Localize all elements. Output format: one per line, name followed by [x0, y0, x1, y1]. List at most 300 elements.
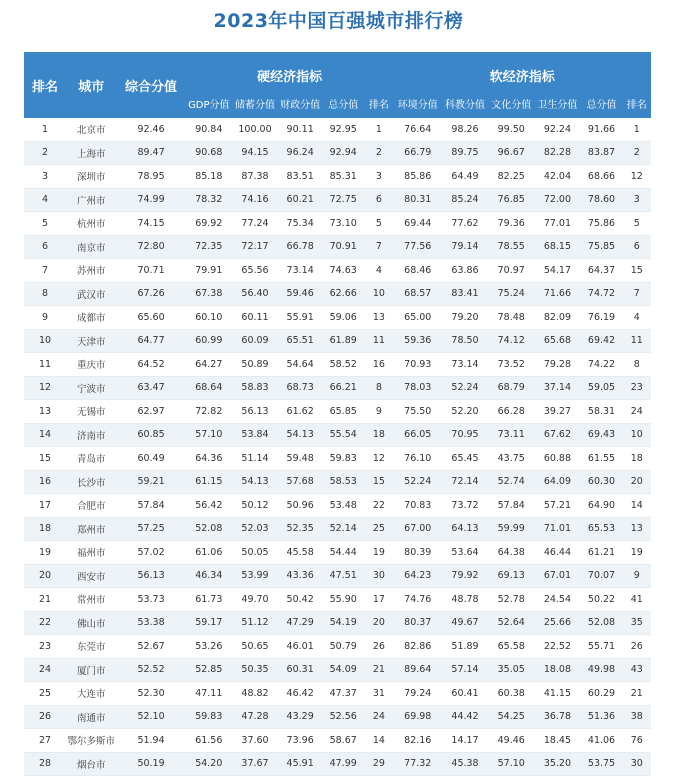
education-score-cell: 65.45: [442, 447, 488, 471]
fiscal-score-cell: 43.36: [278, 564, 322, 588]
culture-score-cell: 43.75: [488, 447, 534, 471]
environment-score-cell: 74.76: [394, 588, 442, 612]
hard-total-cell: 59.83: [322, 447, 364, 471]
soft-rank-cell: 38: [623, 705, 651, 729]
header-rank: 排名: [24, 52, 66, 118]
header-hard-economy-group: 硬经济指标: [186, 52, 394, 88]
header-education-score: 科教分值: [442, 88, 488, 118]
soft-total-cell: 70.07: [581, 564, 623, 588]
rank-cell: 20: [24, 564, 66, 588]
table-row: [24, 541, 651, 565]
composite-score-cell: 60.85: [116, 423, 185, 447]
culture-score-cell: 70.97: [488, 259, 534, 283]
soft-total-cell: 64.37: [581, 259, 623, 283]
hard-total-cell: 72.75: [322, 188, 364, 212]
hard-total-cell: 58.53: [322, 470, 364, 494]
soft-rank-cell: 41: [623, 588, 651, 612]
table-row: [24, 423, 651, 447]
table-row: [24, 235, 651, 259]
gdp-score-cell: 52.85: [186, 658, 232, 682]
soft-rank-cell: 11: [623, 329, 651, 353]
rank-cell: 25: [24, 682, 66, 706]
hard-rank-cell: 19: [364, 541, 393, 565]
environment-score-cell: 76.64: [394, 118, 442, 141]
culture-score-cell: 52.74: [488, 470, 534, 494]
city-cell: 杭州市: [66, 212, 116, 236]
fiscal-score-cell: 90.11: [278, 118, 322, 141]
soft-rank-cell: 76: [623, 729, 651, 753]
soft-total-cell: 61.21: [581, 541, 623, 565]
soft-total-cell: 61.55: [581, 447, 623, 471]
city-cell: 大连市: [66, 682, 116, 706]
city-cell: 青岛市: [66, 447, 116, 471]
hard-total-cell: 50.79: [322, 635, 364, 659]
soft-rank-cell: 6: [623, 235, 651, 259]
rank-cell: 14: [24, 423, 66, 447]
city-cell: 无锡市: [66, 400, 116, 424]
soft-rank-cell: 3: [623, 188, 651, 212]
city-cell: 重庆市: [66, 353, 116, 377]
culture-score-cell: 49.46: [488, 729, 534, 753]
environment-score-cell: 80.37: [394, 611, 442, 635]
savings-score-cell: 50.05: [232, 541, 278, 565]
savings-score-cell: 74.16: [232, 188, 278, 212]
education-score-cell: 77.62: [442, 212, 488, 236]
soft-total-cell: 49.98: [581, 658, 623, 682]
gdp-score-cell: 78.32: [186, 188, 232, 212]
header-hard-total-score: 总分值: [322, 88, 364, 118]
gdp-score-cell: 67.38: [186, 282, 232, 306]
header-soft-total-score: 总分值: [581, 88, 623, 118]
soft-total-cell: 69.43: [581, 423, 623, 447]
fiscal-score-cell: 46.42: [278, 682, 322, 706]
culture-score-cell: 74.12: [488, 329, 534, 353]
gdp-score-cell: 47.11: [186, 682, 232, 706]
health-score-cell: 82.28: [534, 141, 580, 165]
education-score-cell: 49.67: [442, 611, 488, 635]
health-score-cell: 22.52: [534, 635, 580, 659]
hard-total-cell: 58.52: [322, 353, 364, 377]
rank-cell: 11: [24, 353, 66, 377]
savings-score-cell: 60.11: [232, 306, 278, 330]
education-score-cell: 53.64: [442, 541, 488, 565]
hard-rank-cell: 12: [364, 447, 393, 471]
hard-total-cell: 54.44: [322, 541, 364, 565]
hard-rank-cell: 22: [364, 494, 393, 518]
health-score-cell: 60.88: [534, 447, 580, 471]
culture-score-cell: 82.25: [488, 165, 534, 189]
rank-cell: 27: [24, 729, 66, 753]
soft-total-cell: 55.71: [581, 635, 623, 659]
education-score-cell: 64.49: [442, 165, 488, 189]
hard-rank-cell: 8: [364, 376, 393, 400]
education-score-cell: 98.26: [442, 118, 488, 141]
fiscal-score-cell: 61.62: [278, 400, 322, 424]
rank-cell: 4: [24, 188, 66, 212]
table-row: [24, 141, 651, 165]
health-score-cell: 25.66: [534, 611, 580, 635]
environment-score-cell: 52.24: [394, 470, 442, 494]
hard-rank-cell: 2: [364, 141, 393, 165]
health-score-cell: 37.14: [534, 376, 580, 400]
soft-total-cell: 60.30: [581, 470, 623, 494]
soft-total-cell: 53.75: [581, 752, 623, 776]
hard-rank-cell: 3: [364, 165, 393, 189]
table-row: [24, 188, 651, 212]
culture-score-cell: 54.25: [488, 705, 534, 729]
savings-score-cell: 48.82: [232, 682, 278, 706]
health-score-cell: 64.09: [534, 470, 580, 494]
environment-score-cell: 59.36: [394, 329, 442, 353]
hard-total-cell: 53.48: [322, 494, 364, 518]
rank-cell: 17: [24, 494, 66, 518]
fiscal-score-cell: 55.91: [278, 306, 322, 330]
soft-total-cell: 64.90: [581, 494, 623, 518]
soft-rank-cell: 18: [623, 447, 651, 471]
fiscal-score-cell: 59.46: [278, 282, 322, 306]
hard-total-cell: 61.89: [322, 329, 364, 353]
hard-rank-cell: 30: [364, 564, 393, 588]
fiscal-score-cell: 73.14: [278, 259, 322, 283]
hard-total-cell: 74.63: [322, 259, 364, 283]
table-row: [24, 682, 651, 706]
composite-score-cell: 57.25: [116, 517, 185, 541]
savings-score-cell: 53.84: [232, 423, 278, 447]
city-cell: 烟台市: [66, 752, 116, 776]
environment-score-cell: 85.86: [394, 165, 442, 189]
soft-total-cell: 51.36: [581, 705, 623, 729]
education-score-cell: 72.14: [442, 470, 488, 494]
header-composite-score: 综合分值: [116, 52, 185, 118]
table-row: [24, 752, 651, 776]
hard-total-cell: 92.94: [322, 141, 364, 165]
composite-score-cell: 92.46: [116, 118, 185, 141]
gdp-score-cell: 56.42: [186, 494, 232, 518]
city-cell: 苏州市: [66, 259, 116, 283]
hard-rank-cell: 25: [364, 517, 393, 541]
culture-score-cell: 57.10: [488, 752, 534, 776]
soft-rank-cell: 21: [623, 682, 651, 706]
gdp-score-cell: 57.10: [186, 423, 232, 447]
composite-score-cell: 63.47: [116, 376, 185, 400]
header-culture-score: 文化分值: [488, 88, 534, 118]
gdp-score-cell: 64.36: [186, 447, 232, 471]
soft-rank-cell: 19: [623, 541, 651, 565]
hard-rank-cell: 24: [364, 705, 393, 729]
fiscal-score-cell: 54.13: [278, 423, 322, 447]
gdp-score-cell: 52.08: [186, 517, 232, 541]
gdp-score-cell: 79.91: [186, 259, 232, 283]
soft-total-cell: 76.19: [581, 306, 623, 330]
savings-score-cell: 60.09: [232, 329, 278, 353]
culture-score-cell: 35.05: [488, 658, 534, 682]
education-score-cell: 51.89: [442, 635, 488, 659]
composite-score-cell: 74.15: [116, 212, 185, 236]
fiscal-score-cell: 60.31: [278, 658, 322, 682]
city-cell: 西安市: [66, 564, 116, 588]
culture-score-cell: 78.55: [488, 235, 534, 259]
city-cell: 武汉市: [66, 282, 116, 306]
hard-total-cell: 58.67: [322, 729, 364, 753]
table-row: [24, 588, 651, 612]
composite-score-cell: 70.71: [116, 259, 185, 283]
city-ranking-table: [24, 52, 651, 776]
gdp-score-cell: 68.64: [186, 376, 232, 400]
environment-score-cell: 70.83: [394, 494, 442, 518]
rank-cell: 15: [24, 447, 66, 471]
soft-rank-cell: 43: [623, 658, 651, 682]
composite-score-cell: 52.67: [116, 635, 185, 659]
soft-total-cell: 69.42: [581, 329, 623, 353]
rank-cell: 9: [24, 306, 66, 330]
hard-rank-cell: 9: [364, 400, 393, 424]
rank-cell: 1: [24, 118, 66, 141]
health-score-cell: 41.15: [534, 682, 580, 706]
environment-score-cell: 82.86: [394, 635, 442, 659]
soft-rank-cell: 2: [623, 141, 651, 165]
table-row: [24, 353, 651, 377]
health-score-cell: 24.54: [534, 588, 580, 612]
table-row: [24, 212, 651, 236]
soft-rank-cell: 14: [623, 494, 651, 518]
rank-cell: 16: [24, 470, 66, 494]
soft-total-cell: 52.08: [581, 611, 623, 635]
environment-score-cell: 80.31: [394, 188, 442, 212]
culture-score-cell: 73.52: [488, 353, 534, 377]
hard-rank-cell: 20: [364, 611, 393, 635]
hard-rank-cell: 5: [364, 212, 393, 236]
gdp-score-cell: 60.10: [186, 306, 232, 330]
city-cell: 长沙市: [66, 470, 116, 494]
composite-score-cell: 53.38: [116, 611, 185, 635]
health-score-cell: 39.27: [534, 400, 580, 424]
rank-cell: 7: [24, 259, 66, 283]
culture-score-cell: 76.85: [488, 188, 534, 212]
city-cell: 济南市: [66, 423, 116, 447]
education-score-cell: 48.78: [442, 588, 488, 612]
savings-score-cell: 49.70: [232, 588, 278, 612]
health-score-cell: 77.01: [534, 212, 580, 236]
health-score-cell: 42.04: [534, 165, 580, 189]
table-row: [24, 611, 651, 635]
composite-score-cell: 50.19: [116, 752, 185, 776]
soft-rank-cell: 1: [623, 118, 651, 141]
soft-rank-cell: 23: [623, 376, 651, 400]
savings-score-cell: 77.24: [232, 212, 278, 236]
fiscal-score-cell: 83.51: [278, 165, 322, 189]
savings-score-cell: 37.60: [232, 729, 278, 753]
hard-total-cell: 65.85: [322, 400, 364, 424]
education-score-cell: 44.42: [442, 705, 488, 729]
gdp-score-cell: 64.27: [186, 353, 232, 377]
health-score-cell: 67.62: [534, 423, 580, 447]
table-row: [24, 470, 651, 494]
savings-score-cell: 72.17: [232, 235, 278, 259]
table-row: [24, 705, 651, 729]
savings-score-cell: 50.89: [232, 353, 278, 377]
soft-rank-cell: 15: [623, 259, 651, 283]
city-cell: 福州市: [66, 541, 116, 565]
composite-score-cell: 62.97: [116, 400, 185, 424]
education-score-cell: 52.24: [442, 376, 488, 400]
fiscal-score-cell: 65.51: [278, 329, 322, 353]
environment-score-cell: 66.05: [394, 423, 442, 447]
fiscal-score-cell: 52.35: [278, 517, 322, 541]
education-score-cell: 78.50: [442, 329, 488, 353]
composite-score-cell: 78.95: [116, 165, 185, 189]
gdp-score-cell: 61.73: [186, 588, 232, 612]
hard-total-cell: 47.51: [322, 564, 364, 588]
savings-score-cell: 56.40: [232, 282, 278, 306]
culture-score-cell: 64.38: [488, 541, 534, 565]
hard-rank-cell: 15: [364, 470, 393, 494]
table-row: [24, 329, 651, 353]
fiscal-score-cell: 46.01: [278, 635, 322, 659]
gdp-score-cell: 61.56: [186, 729, 232, 753]
composite-score-cell: 59.21: [116, 470, 185, 494]
gdp-score-cell: 61.15: [186, 470, 232, 494]
header-hard-rank: 排名: [364, 88, 393, 118]
education-score-cell: 85.24: [442, 188, 488, 212]
fiscal-score-cell: 59.48: [278, 447, 322, 471]
environment-score-cell: 79.24: [394, 682, 442, 706]
hard-total-cell: 85.31: [322, 165, 364, 189]
rank-cell: 6: [24, 235, 66, 259]
rank-cell: 13: [24, 400, 66, 424]
environment-score-cell: 77.32: [394, 752, 442, 776]
soft-rank-cell: 13: [623, 517, 651, 541]
table-row: [24, 729, 651, 753]
hard-rank-cell: 6: [364, 188, 393, 212]
composite-score-cell: 89.47: [116, 141, 185, 165]
culture-score-cell: 78.48: [488, 306, 534, 330]
gdp-score-cell: 90.84: [186, 118, 232, 141]
gdp-score-cell: 59.17: [186, 611, 232, 635]
hard-total-cell: 59.06: [322, 306, 364, 330]
soft-total-cell: 65.53: [581, 517, 623, 541]
hard-total-cell: 70.91: [322, 235, 364, 259]
environment-score-cell: 66.79: [394, 141, 442, 165]
composite-score-cell: 64.77: [116, 329, 185, 353]
hard-rank-cell: 4: [364, 259, 393, 283]
savings-score-cell: 50.12: [232, 494, 278, 518]
composite-score-cell: 53.73: [116, 588, 185, 612]
rank-cell: 19: [24, 541, 66, 565]
soft-total-cell: 74.72: [581, 282, 623, 306]
health-score-cell: 82.09: [534, 306, 580, 330]
education-score-cell: 79.14: [442, 235, 488, 259]
city-cell: 厦门市: [66, 658, 116, 682]
hard-rank-cell: 1: [364, 118, 393, 141]
city-cell: 宁波市: [66, 376, 116, 400]
savings-score-cell: 65.56: [232, 259, 278, 283]
city-cell: 深圳市: [66, 165, 116, 189]
health-score-cell: 36.78: [534, 705, 580, 729]
environment-score-cell: 82.16: [394, 729, 442, 753]
soft-rank-cell: 10: [623, 423, 651, 447]
city-cell: 南通市: [66, 705, 116, 729]
soft-total-cell: 59.05: [581, 376, 623, 400]
environment-score-cell: 70.93: [394, 353, 442, 377]
health-score-cell: 67.01: [534, 564, 580, 588]
table-row: [24, 658, 651, 682]
table-row: [24, 517, 651, 541]
environment-score-cell: 89.64: [394, 658, 442, 682]
health-score-cell: 92.24: [534, 118, 580, 141]
education-score-cell: 70.95: [442, 423, 488, 447]
education-score-cell: 89.75: [442, 141, 488, 165]
fiscal-score-cell: 47.29: [278, 611, 322, 635]
table-body: [24, 118, 651, 776]
savings-score-cell: 50.35: [232, 658, 278, 682]
table-row: [24, 282, 651, 306]
rank-cell: 3: [24, 165, 66, 189]
education-score-cell: 60.41: [442, 682, 488, 706]
gdp-score-cell: 61.06: [186, 541, 232, 565]
city-cell: 广州市: [66, 188, 116, 212]
gdp-score-cell: 72.82: [186, 400, 232, 424]
education-score-cell: 73.14: [442, 353, 488, 377]
table-row: [24, 494, 651, 518]
hard-rank-cell: 17: [364, 588, 393, 612]
city-cell: 北京市: [66, 118, 116, 141]
hard-total-cell: 52.14: [322, 517, 364, 541]
city-cell: 常州市: [66, 588, 116, 612]
city-cell: 成都市: [66, 306, 116, 330]
environment-score-cell: 80.39: [394, 541, 442, 565]
soft-rank-cell: 7: [623, 282, 651, 306]
header-savings-score: 储蓄分值: [232, 88, 278, 118]
city-cell: 南京市: [66, 235, 116, 259]
culture-score-cell: 65.58: [488, 635, 534, 659]
hard-rank-cell: 7: [364, 235, 393, 259]
composite-score-cell: 52.52: [116, 658, 185, 682]
culture-score-cell: 52.78: [488, 588, 534, 612]
soft-rank-cell: 8: [623, 353, 651, 377]
soft-total-cell: 83.87: [581, 141, 623, 165]
culture-score-cell: 69.13: [488, 564, 534, 588]
environment-score-cell: 67.00: [394, 517, 442, 541]
education-score-cell: 14.17: [442, 729, 488, 753]
culture-score-cell: 57.84: [488, 494, 534, 518]
composite-score-cell: 65.60: [116, 306, 185, 330]
environment-score-cell: 68.46: [394, 259, 442, 283]
hard-rank-cell: 16: [364, 353, 393, 377]
fiscal-score-cell: 66.78: [278, 235, 322, 259]
gdp-score-cell: 72.35: [186, 235, 232, 259]
fiscal-score-cell: 73.96: [278, 729, 322, 753]
culture-score-cell: 68.79: [488, 376, 534, 400]
soft-rank-cell: 35: [623, 611, 651, 635]
header-soft-economy-group: 软经济指标: [394, 52, 651, 88]
soft-rank-cell: 30: [623, 752, 651, 776]
hard-total-cell: 54.19: [322, 611, 364, 635]
rank-cell: 18: [24, 517, 66, 541]
savings-score-cell: 53.99: [232, 564, 278, 588]
rank-cell: 23: [24, 635, 66, 659]
hard-rank-cell: 14: [364, 729, 393, 753]
health-score-cell: 79.28: [534, 353, 580, 377]
soft-total-cell: 60.29: [581, 682, 623, 706]
gdp-score-cell: 54.20: [186, 752, 232, 776]
fiscal-score-cell: 75.34: [278, 212, 322, 236]
header-health-score: 卫生分值: [534, 88, 580, 118]
fiscal-score-cell: 57.68: [278, 470, 322, 494]
hard-total-cell: 92.95: [322, 118, 364, 141]
hard-total-cell: 52.56: [322, 705, 364, 729]
health-score-cell: 71.66: [534, 282, 580, 306]
hard-total-cell: 54.09: [322, 658, 364, 682]
